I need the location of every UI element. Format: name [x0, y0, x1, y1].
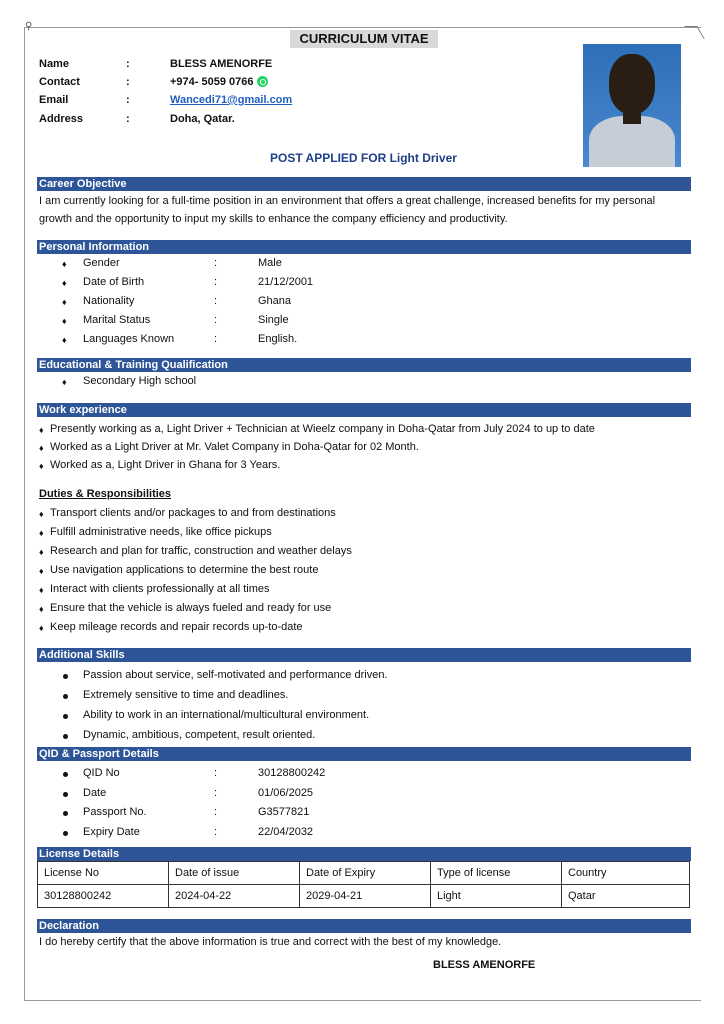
anchor-icon: ⚲: [25, 21, 33, 32]
bullet-dot-icon: [63, 831, 68, 836]
personal-label: Gender: [83, 257, 120, 269]
name-value: BLESS AMENORFE: [170, 58, 273, 70]
signature-name: BLESS AMENORFE: [433, 959, 536, 971]
bullet-icon: ♦: [39, 509, 44, 519]
section-personal-heading: Personal Information: [37, 240, 691, 254]
bullet-icon: ♦: [62, 297, 67, 307]
qid-value: 01/06/2025: [258, 786, 314, 799]
personal-label: Nationality: [83, 295, 135, 307]
bullet-dot-icon: [63, 694, 68, 699]
qid-label: Date: [83, 786, 107, 799]
separator: :: [214, 786, 218, 799]
personal-value: Single: [258, 314, 289, 326]
section-qid-heading: QID & Passport Details: [37, 747, 691, 761]
license-table: [37, 861, 690, 908]
personal-value: Male: [258, 257, 282, 269]
separator: :: [214, 333, 218, 345]
bullet-icon: ♦: [39, 623, 44, 633]
bullet-icon: ♦: [39, 566, 44, 576]
duty-item: Use navigation applications to determine the best route: [50, 564, 319, 576]
personal-value: English.: [258, 333, 298, 345]
bullet-icon: ♦: [62, 278, 67, 288]
separator: :: [126, 58, 130, 70]
bullet-icon: ♦: [39, 604, 44, 614]
phone-number: +974- 5059 0766: [170, 76, 254, 88]
bullet-icon: ♦: [39, 547, 44, 557]
personal-label: Languages Known: [83, 333, 175, 345]
photo-head: [609, 54, 655, 114]
section-declaration-heading: Declaration: [37, 919, 691, 933]
duty-item: Transport clients and/or packages to and from destinations: [50, 507, 336, 519]
duty-item: Keep mileage records and repair records up-to-date: [50, 621, 303, 633]
qid-label: Expiry Date: [83, 825, 140, 838]
whatsapp-icon: [257, 76, 268, 87]
duty-item: Fulfill administrative needs, like office pickups: [50, 526, 272, 538]
bullet-icon: ♦: [39, 425, 44, 435]
duty-item: Ensure that the vehicle is always fueled and ready for use: [50, 602, 332, 614]
personal-value: 21/12/2001: [258, 276, 314, 288]
personal-value: Ghana: [258, 295, 292, 307]
work-item: Worked as a, Light Driver in Ghana for 3 Years.: [50, 459, 281, 471]
bullet-dot-icon: [63, 772, 68, 777]
section-skills-heading: Additional Skills: [37, 648, 691, 662]
contact-label: Contact: [39, 76, 80, 88]
license-header-row: [38, 862, 690, 885]
qid-label: QID No: [83, 767, 120, 779]
separator: :: [214, 806, 218, 818]
phone-value: [170, 76, 268, 88]
license-cell: 30128800242: [38, 885, 169, 908]
bullet-icon: ♦: [39, 528, 44, 538]
separator: :: [214, 314, 218, 326]
bullet-icon: ♦: [39, 461, 44, 471]
license-header-cell: Type of license: [431, 862, 562, 885]
separator: :: [126, 76, 130, 88]
separator: :: [214, 257, 218, 269]
license-cell: 2029-04-21: [300, 885, 431, 908]
qid-label: Passport No.: [83, 806, 147, 818]
license-header-cell: Date of Expiry: [300, 862, 431, 885]
skill-item: Extremely sensitive to time and deadlines.: [83, 689, 289, 701]
section-education-heading: Educational & Training Qualification: [37, 358, 691, 372]
address-value: Doha, Qatar.: [170, 113, 235, 125]
declaration-text: I do hereby certify that the above information is true and correct with the best of my knowledge.: [39, 936, 502, 948]
qid-value: 30128800242: [258, 767, 326, 779]
duty-item: Research and plan for traffic, construction and weather delays: [50, 545, 352, 557]
separator: :: [126, 113, 130, 125]
email-label: Email: [39, 94, 69, 106]
bullet-icon: ♦: [62, 259, 67, 269]
bullet-dot-icon: [63, 811, 68, 816]
license-header-cell: License No: [38, 862, 169, 885]
license-cell: Qatar: [562, 885, 690, 908]
bullet-icon: ♦: [62, 335, 67, 345]
career-objective-text: I am currently looking for a full-time position in an environment that offers a great challenge, increased benefits for my personal growth and the opportunity to input my skills to enhance the company efficiency and productivity.: [39, 195, 656, 225]
duties-heading: Duties & Responsibilities: [39, 488, 172, 500]
separator: :: [214, 276, 218, 288]
bullet-icon: ♦: [62, 316, 67, 326]
name-label: Name: [39, 58, 69, 70]
work-item: Worked as a Light Driver at Mr. Valet Company in Doha-Qatar for 02 Month.: [50, 441, 419, 453]
duty-item: Interact with clients professionally at all times: [50, 583, 270, 595]
qid-value: 22/04/2032: [258, 825, 314, 838]
license-cell: 2024-04-22: [169, 885, 300, 908]
skill-item: Passion about service, self-motivated and performance driven.: [83, 669, 388, 681]
bullet-dot-icon: [63, 714, 68, 719]
license-data-row: [38, 885, 690, 908]
section-career-heading: Career Objective: [37, 177, 691, 191]
post-applied: POST APPLIED FOR Light Driver: [270, 151, 457, 165]
work-item: Presently working as a, Light Driver + Technician at Wieelz company in Doha-Qatar from July 2024 to up to date: [50, 423, 595, 435]
bullet-dot-icon: [63, 734, 68, 739]
bullet-dot-icon: [63, 674, 68, 679]
skill-item: Ability to work in an international/multicultural environment.: [83, 709, 370, 721]
bullet-icon: ♦: [62, 377, 67, 387]
personal-label: Marital Status: [83, 314, 151, 326]
license-header-cell: Date of issue: [169, 862, 300, 885]
personal-label: Date of Birth: [83, 276, 145, 288]
bullet-icon: ♦: [39, 443, 44, 453]
separator: :: [214, 767, 218, 779]
skill-item: Dynamic, ambitious, competent, result oriented.: [83, 729, 316, 741]
profile-photo: [583, 44, 681, 167]
cv-title: CURRICULUM VITAE: [290, 30, 438, 48]
education-item: Secondary High school: [83, 375, 197, 387]
bullet-icon: ♦: [39, 585, 44, 595]
separator: :: [214, 825, 218, 838]
separator: :: [214, 295, 218, 307]
license-header-cell: Country: [562, 862, 690, 885]
bullet-dot-icon: [63, 792, 68, 797]
address-label: Address: [39, 113, 84, 125]
section-license-heading: License Details: [37, 847, 691, 861]
separator: :: [126, 94, 130, 106]
license-cell: Light: [431, 885, 562, 908]
qid-value: G3577821: [258, 806, 310, 818]
section-work-heading: Work experience: [37, 403, 691, 417]
email-link[interactable]: Wancedi71@gmail.com: [170, 94, 293, 106]
